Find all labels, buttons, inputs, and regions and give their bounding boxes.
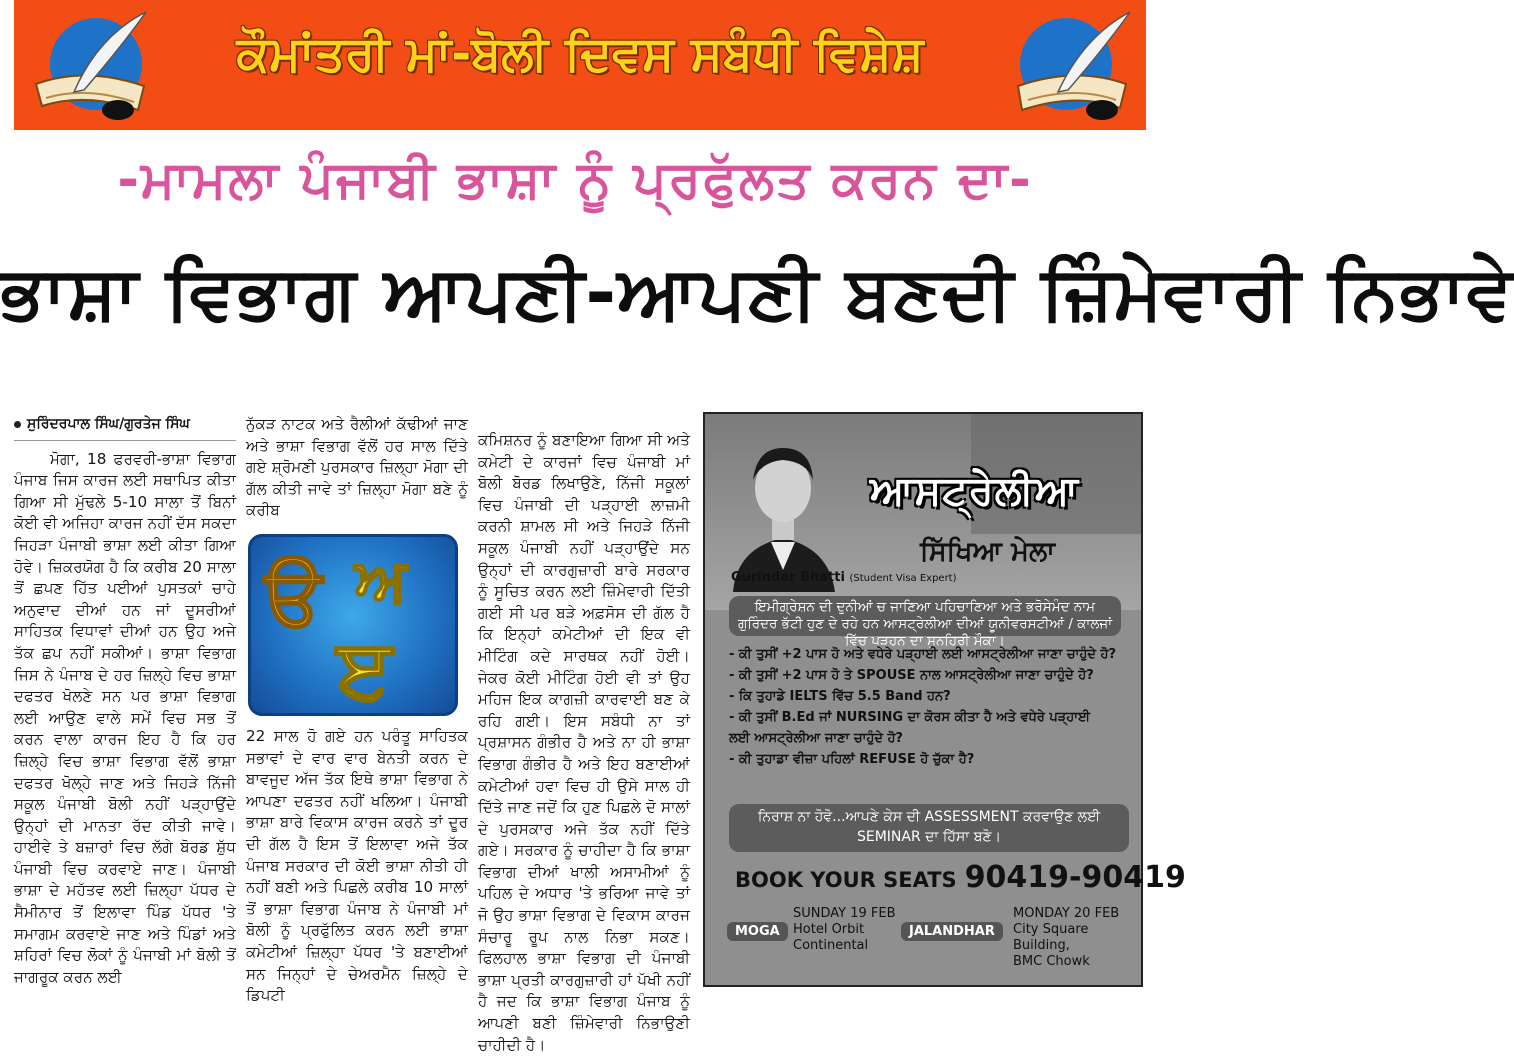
article-column-3 bbox=[478, 430, 690, 1056]
city-badge-moga: MOGA bbox=[727, 922, 788, 941]
article-text-col1: ਮੋਗਾ, 18 ਫਰਵਰੀ-ਭਾਸ਼ਾ ਵਿਭਾਗ ਪੰਜਾਬ ਜਿਸ ਕਾਰਜ ਲਈ ਸਥਾਪਿਤ ਕੀਤਾ ਗਿਆ ਸੀ ਮੁੱਢਲੇ 5-10 ਸਾਲਾ ਤੋਂ ਬਿਨਾਂ ਕੋਈ ਵੀ ਅਜਿਹਾ ਕਾਰਜ ਨਹੀਂ ਦੱਸ ਸਕਦਾ ਜਿਹੜਾ ਪੰਜਾਬੀ ਭਾਸ਼ਾ ਲਈ ਕੀਤਾ ਗਿਆ ਹੋਵੇ। ਜ਼ਿਕਰਯੋਗ ਹੈ ਕਿ ਕਰੀਬ 20 ਸਾਲਾ ਤੋਂ ਛਪਣ ਹਿੱਤ ਪਈਆਂ ਪੁਸਤਕਾਂ ਚਾਹੇ ਅਨੁਵਾਦ ਦੀਆਂ ਹਨ ਜਾਂ ਦੂਸਰੀਆਂ ਸਾਹਿਤਕ ਵਿਧਾਵਾਂ ਦੀਆਂ ਹਨ ਉਹ ਅਜੇ ਤੱਕ ਛਪ ਨਹੀਂ ਸਕੀਆਂ। ਭਾਸ਼ਾ ਵਿਭਾਗ ਜਿਸ ਨੇ ਪੰਜਾਬ ਦੇ ਹਰ ਜ਼ਿਲ੍ਹੇ ਵਿਚ ਭਾਸ਼ਾ ਦਫਤਰ ਖੋਲਣੇ ਸਨ ਪਰ ਭਾਸ਼ਾ ਵਿਭਾਗ ਲਈ ਆਉਣ ਵਾਲੇ ਸਮੇਂ ਵਿਚ ਸਭ ਤੋਂ ਕਰਨ ਵਾਲਾ ਕਾਰਜ ਇਹ ਹੈ ਕਿ ਹਰ ਜ਼ਿਲ੍ਹੇ ਵਿਚ ਭਾਸ਼ਾ ਵਿਭਾਗ ਵੱਲੋਂ ਭਾਸ਼ਾ ਦਫਤਰ ਖੋਲ੍ਹੇ ਜਾਣ ਅਤੇ ਜਿਹੜੇ ਨਿੱਜੀ ਸਕੂਲ ਪੰਜਾਬੀ ਬੋਲੀ ਨਹੀਂ ਪੜ੍ਹਾਉਂਦੇ ਉਨ੍ਹਾਂ ਦੀ ਮਾਨਤਾ ਰੱਦ ਕੀਤੀ ਜਾਵੇ। ਹਾਈਵੇ ਤੇ ਬਜ਼ਾਰਾਂ ਵਿਚ ਲੱਗੇ ਬੋਰਡ ਸ਼ੁੱਧ ਪੰਜਾਬੀ ਵਿਚ ਕਰਵਾਏ ਜਾਣ। ਪੰਜਾਬੀ ਭਾਸ਼ਾ ਦੇ ਮਹੱਤਵ ਲਈ ਜ਼ਿਲ੍ਹਾ ਪੱਧਰ ਦੇ ਸੈਮੀਨਾਰ ਤੋਂ ਇਲਾਵਾ ਪਿੰਡ ਪੱਧਰ 'ਤੇ ਸਮਾਗਮ ਕਰਵਾਏ ਜਾਣ ਅਤੇ ਪਿੰਡਾਂ ਅਤੇ ਸ਼ਹਿਰਾਂ ਵਿਚ ਲੋਕਾਂ ਨੂੰ ਪੰਜਾਬੀ ਮਾਂ ਬੋਲੀ ਤੋਂ ਜਾਗਰੂਕ ਕਰਨ ਲਈ bbox=[14, 449, 236, 986]
question-list bbox=[729, 644, 1129, 770]
banner bbox=[14, 0, 1146, 130]
banner-title: ਕੌਮਾਂਤਰੀ ਮਾਂ-ਬੋਲੀ ਦਿਵਸ ਸਬੰਧੀ ਵਿਸ਼ੇਸ਼ bbox=[236, 26, 924, 82]
punjabi-letters-graphic bbox=[251, 537, 455, 717]
event-jalandhar bbox=[1013, 906, 1141, 970]
letter-oora: ੳ bbox=[265, 551, 322, 642]
question-item: - ਕੀ ਤੁਹਾਡਾ ਵੀਜ਼ਾ ਪਹਿਲਾਂ REFUSE ਹੋ ਚੁੱਕਾ ਹੈ? bbox=[729, 752, 975, 767]
question-item: ਲਈ ਆਸਟ੍ਰੇਲੀਆ ਜਾਣਾ ਚਾਹੁੰਦੇ ਹੋ? bbox=[729, 731, 903, 746]
letter-iri: ੲ bbox=[337, 621, 392, 717]
city-badge-jalandhar: JALANDHAR bbox=[901, 922, 1003, 941]
event-moga bbox=[793, 906, 896, 954]
consultant-name-text: Gurinder Bhatti bbox=[731, 570, 845, 585]
question-item: - ਕੀ ਤੁਸੀਂ +2 ਪਾਸ ਹੋ ਤੇ SPOUSE ਨਾਲ ਆਸਟ੍ਰੇਲੀਆ ਜਾਣਾ ਚਾਹੁੰਦੇ ਹੋ? bbox=[729, 668, 1094, 683]
punjabi-letters-image bbox=[248, 534, 458, 716]
quill-inkpot-icon bbox=[26, 6, 156, 124]
article-text-col2-top: ਨੁੱਕੜ ਨਾਟਕ ਅਤੇ ਰੈਲੀਆਂ ਕੱਢੀਆਂ ਜਾਣ ਅਤੇ ਭਾਸ਼ਾ ਵਿਭਾਗ ਵੱਲੋਂ ਹਰ ਸਾਲ ਦਿੱਤੇ ਗਏ ਸ਼੍ਰੋਮਣੀ ਪੁਰਸਕਾਰ ਜ਼ਿਲ੍ਹਾ ਮੋਗਾ ਦੀ ਗੱਲ ਕੀਤੀ ਜਾਵੇ ਤਾਂ ਜ਼ਿਲ੍ਹਾ ਮੋਗਾ ਬਣੇ ਨੂੰ ਕਰੀਬ bbox=[246, 415, 468, 520]
event-day: SUNDAY 19 FEB bbox=[793, 906, 896, 921]
question-item: - ਕੀ ਤੁਸੀਂ B.Ed ਜਾਂ NURSING ਦਾ ਕੋਰਸ ਕੀਤਾ ਹੈ ਅਤੇ ਵਧੇਰੇ ਪੜ੍ਹਾਈ bbox=[729, 710, 1091, 725]
event-venue-line2: BMC Chowk bbox=[1013, 954, 1090, 969]
ad-intro-box: ਇਮੀਗ੍ਰੇਸ਼ਨ ਦੀ ਦੁਨੀਆਂ ਚ ਜਾਣਿਆ ਪਹਿਚਾਣਿਆ ਅਤੇ ਭਰੋਸੇਮੰਦ ਨਾਮ ਗੁਰਿੰਦਰ ਭੱਟੀ ਹੁਣ ਦੇ ਰਹੇ ਹਨ ਆਸਟ੍ਰੇਲੀਆ ਦੀਆਂ ਯੂਨੀਵਰਸਟੀਆਂ / ਕਾਲਜਾਂ ਵਿੱਚ ਪੜ੍ਹਨ ਦਾ ਸੁਨਹਿਰੀ ਮੌਕਾ। bbox=[729, 596, 1121, 636]
article-column-2 bbox=[246, 414, 468, 1007]
article-text-col3: ਕਮਿਸ਼ਨਰ ਨੂੰ ਬਣਾਇਆ ਗਿਆ ਸੀ ਅਤੇ ਕਮੇਟੀ ਦੇ ਕਾਰਜਾਂ ਵਿਚ ਪੰਜਾਬੀ ਮਾਂ ਬੋਲੀ ਬੋਰਡ ਲਿਖਾਉਣੇ, ਨਿੱਜੀ ਸਕੂਲਾਂ ਵਿਚ ਪੰਜਾਬੀ ਦੀ ਪੜ੍ਹਾਈ ਲਾਜ਼ਮੀ ਕਰਨੀ ਸ਼ਾਮਲ ਸੀ ਅਤੇ ਜਿਹੜੇ ਨਿੱਜੀ ਸਕੂਲ ਪੰਜਾਬੀ ਨਹੀਂ ਪੜ੍ਹਾਉਂਦੇ ਸਨ ਉਨ੍ਹਾਂ ਦੀ ਕਾਰਗੁਜ਼ਾਰੀ ਬਾਰੇ ਸਰਕਾਰ ਨੂੰ ਸੂਚਿਤ ਕਰਨ ਲਈ ਜ਼ਿੰਮੇਵਾਰੀ ਦਿੱਤੀ ਗਈ ਸੀ ਪਰ ਬੜੇ ਅਫ਼ਸੋਸ ਦੀ ਗੱਲ ਹੈ ਕਿ ਇਨ੍ਹਾਂ ਕਮੇਟੀਆਂ ਦੀ ਇਕ ਵੀ ਮੀਟਿੰਗ ਕਦੇ ਸਾਰਥਕ ਨਹੀਂ ਹੋਈ। ਜੇਕਰ ਕੋਈ ਮੀਟਿੰਗ ਹੋਈ ਵੀ ਤਾਂ ਉਹ ਮਹਿਜ ਇਕ ਕਾਗਜ਼ੀ ਕਾਰਵਾਈ ਬਣ ਕੇ ਰਹਿ ਗਈ। ਇਸ ਸਬੰਧੀ ਨਾ ਤਾਂ ਪ੍ਰਸ਼ਾਸਨ ਗੰਭੀਰ ਹੈ ਅਤੇ ਨਾ ਹੀ ਭਾਸ਼ਾ ਵਿਭਾਗ ਗੰਭੀਰ ਹੈ ਅਤੇ ਇਹ ਬਣਾਈਆਂ ਕਮੇਟੀਆਂ ਹਵਾ ਵਿਚ ਹੀ ਉਸੇ ਸਾਲ ਹੀ ਦਿੱਤੇ ਜਾਣ ਜਦੋਂ ਕਿ ਹੁਣ ਪਿਛਲੇ ਦੋ ਸਾਲਾਂ ਦੇ ਪੁਰਸਕਾਰ ਅਜੇ ਤੱਕ ਨਹੀਂ ਦਿੱਤੇ ਗਏ। ਸਰਕਾਰ ਨੂੰ ਚਾਹੀਦਾ ਹੈ ਕਿ ਭਾਸ਼ਾ ਵਿਭਾਗ ਦੀਆਂ ਖਾਲੀ ਅਸਾਮੀਆਂ ਨੂੰ ਪਹਿਲ ਦੇ ਅਧਾਰ 'ਤੇ ਭਰਿਆ ਜਾਵੇ ਤਾਂ ਜੋ ਉਹ ਭਾਸ਼ਾ ਵਿਭਾਗ ਦੇ ਵਿਕਾਸ ਕਾਰਜ ਸੰਚਾਰੂ ਰੂਪ ਨਾਲ ਨਿਭਾ ਸਕਣ। ਫਿਲਹਾਲ ਭਾਸ਼ਾ ਵਿਭਾਗ ਦੀ ਪੰਜਾਬੀ ਭਾਸ਼ਾ ਪ੍ਰਤੀ ਕਾਰਗੁਜ਼ਾਰੀ ਹਾਂ ਪੱਖੀ ਨਹੀਂ ਹੈ ਜਦ ਕਿ ਭਾਸ਼ਾ ਵਿਭਾਗ ਪੰਜਾਬ ਨੂੰ ਆਪਣੀ ਬਣੀ ਜ਼ਿੰਮੇਵਾਰੀ ਨਿਭਾਉਣੀ ਚਾਹੀਦੀ ਹੈ। bbox=[478, 431, 690, 1054]
quill-inkpot-icon bbox=[1006, 6, 1136, 124]
byline bbox=[14, 414, 236, 441]
australia-education-fair-ad bbox=[703, 412, 1186, 987]
article-text-col2-bottom: 22 ਸਾਲ ਹੋ ਗਏ ਹਨ ਪਰੰਤੂ ਸਾਹਿਤਕ ਸਭਾਵਾਂ ਦੇ ਵਾਰ ਵਾਰ ਬੇਨਤੀ ਕਰਨ ਦੇ ਬਾਵਜੂਦ ਅੱਜ ਤੱਕ ਇਥੇ ਭਾਸ਼ਾ ਵਿਭਾਗ ਨੇ ਆਪਣਾ ਦਫਤਰ ਨਹੀਂ ਖਲਿਆ। ਪੰਜਾਬੀ ਭਾਸ਼ਾ ਬਾਰੇ ਵਿਕਾਸ ਕਾਰਜ ਕਰਨੇ ਤਾਂ ਦੂਰ ਦੀ ਗੱਲ ਹੈ ਇਸ ਤੋਂ ਇਲਾਵਾ ਅਜੇ ਤੱਕ ਪੰਜਾਬ ਸਰਕਾਰ ਦੀ ਕੋਈ ਭਾਸ਼ਾ ਨੀਤੀ ਹੀ ਨਹੀਂ ਬਣੀ ਅਤੇ ਪਿਛਲੇ ਕਰੀਬ 10 ਸਾਲਾਂ ਤੋਂ ਭਾਸ਼ਾ ਵਿਭਾਗ ਪੰਜਾਬ ਨੇ ਪੰਜਾਬੀ ਮਾਂ ਬੋਲੀ ਨੂੰ ਪ੍ਰਫੁੱਲਿਤ ਕਰਨ ਲਈ ਭਾਸ਼ਾ ਕਮੇਟੀਆਂ ਜ਼ਿਲ੍ਹਾ ਪੱਧਰ 'ਤੇ ਬਣਾਈਆਂ ਸਨ ਜਿਨ੍ਹਾਂ ਦੇ ਚੇਅਰਮੈਨ ਜ਼ਿਲ੍ਹੇ ਦੇ ਡਿਪਟੀ bbox=[246, 726, 468, 1005]
event-day: MONDAY 20 FEB bbox=[1013, 906, 1120, 921]
sub-headline: -ਮਾਮਲਾ ਪੰਜਾਬੀ ਭਾਸ਼ਾ ਨੂੰ ਪ੍ਰਫੁੱਲਤ ਕਰਨ ਦਾ- bbox=[117, 150, 1033, 210]
phone-number: 90419-90419 bbox=[964, 860, 1186, 895]
question-item: - ਕਿ ਤੁਹਾਡੇ IELTS ਵਿੱਚ 5.5 Band ਹਨ? bbox=[729, 689, 951, 704]
event-venue-line1: City Square Building, bbox=[1013, 922, 1089, 953]
consultant-role: (Student Visa Expert) bbox=[849, 573, 957, 584]
consultant-name bbox=[731, 570, 957, 585]
ad-subtitle: ਸਿੱਖਿਆ ਮੇਲਾ bbox=[920, 536, 1056, 567]
byline-text: ਸੁਰਿੰਦਰਪਾਲ ਸਿੰਘ/ਗੁਰਤੇਜ ਸਿੰਘ bbox=[27, 416, 190, 432]
ad-title: ਆਸਟ੍ਰੇਲੀਆ bbox=[870, 468, 1080, 514]
main-headline: ਭਾਸ਼ਾ ਵਿਭਾਗ ਆਪਣੀ-ਆਪਣੀ ਬਣਦੀ ਜ਼ਿੰਮੇਵਾਰੀ ਨਿਭਾਵੇ bbox=[0, 250, 1514, 336]
book-seats bbox=[735, 860, 1186, 895]
seminar-box: ਨਿਰਾਸ਼ ਨਾ ਹੋਵੋ...ਆਪਣੇ ਕੇਸ ਦੀ ASSESSMENT ਕਰਵਾਉਣ ਲਈ SEMINAR ਦਾ ਹਿੱਸਾ ਬਣੋ। bbox=[729, 804, 1129, 852]
event-venue-line2: Continental bbox=[793, 938, 869, 953]
letter-aira: ਅ bbox=[355, 545, 407, 616]
question-item: - ਕੀ ਤੁਸੀਂ +2 ਪਾਸ ਹੋ ਅਤੇ ਵਧੇਰੇ ਪੜ੍ਹਾਈ ਲਈ ਆਸਟ੍ਰੇਲੀਆ ਜਾਣਾ ਚਾਹੁੰਦੇ ਹੋ? bbox=[729, 647, 1116, 662]
bullet-icon bbox=[14, 421, 21, 428]
event-venue-line1: Hotel Orbit bbox=[793, 922, 865, 937]
article-column-1 bbox=[14, 414, 236, 988]
book-seats-label: BOOK YOUR SEATS bbox=[735, 868, 957, 892]
person-photo bbox=[723, 430, 843, 592]
